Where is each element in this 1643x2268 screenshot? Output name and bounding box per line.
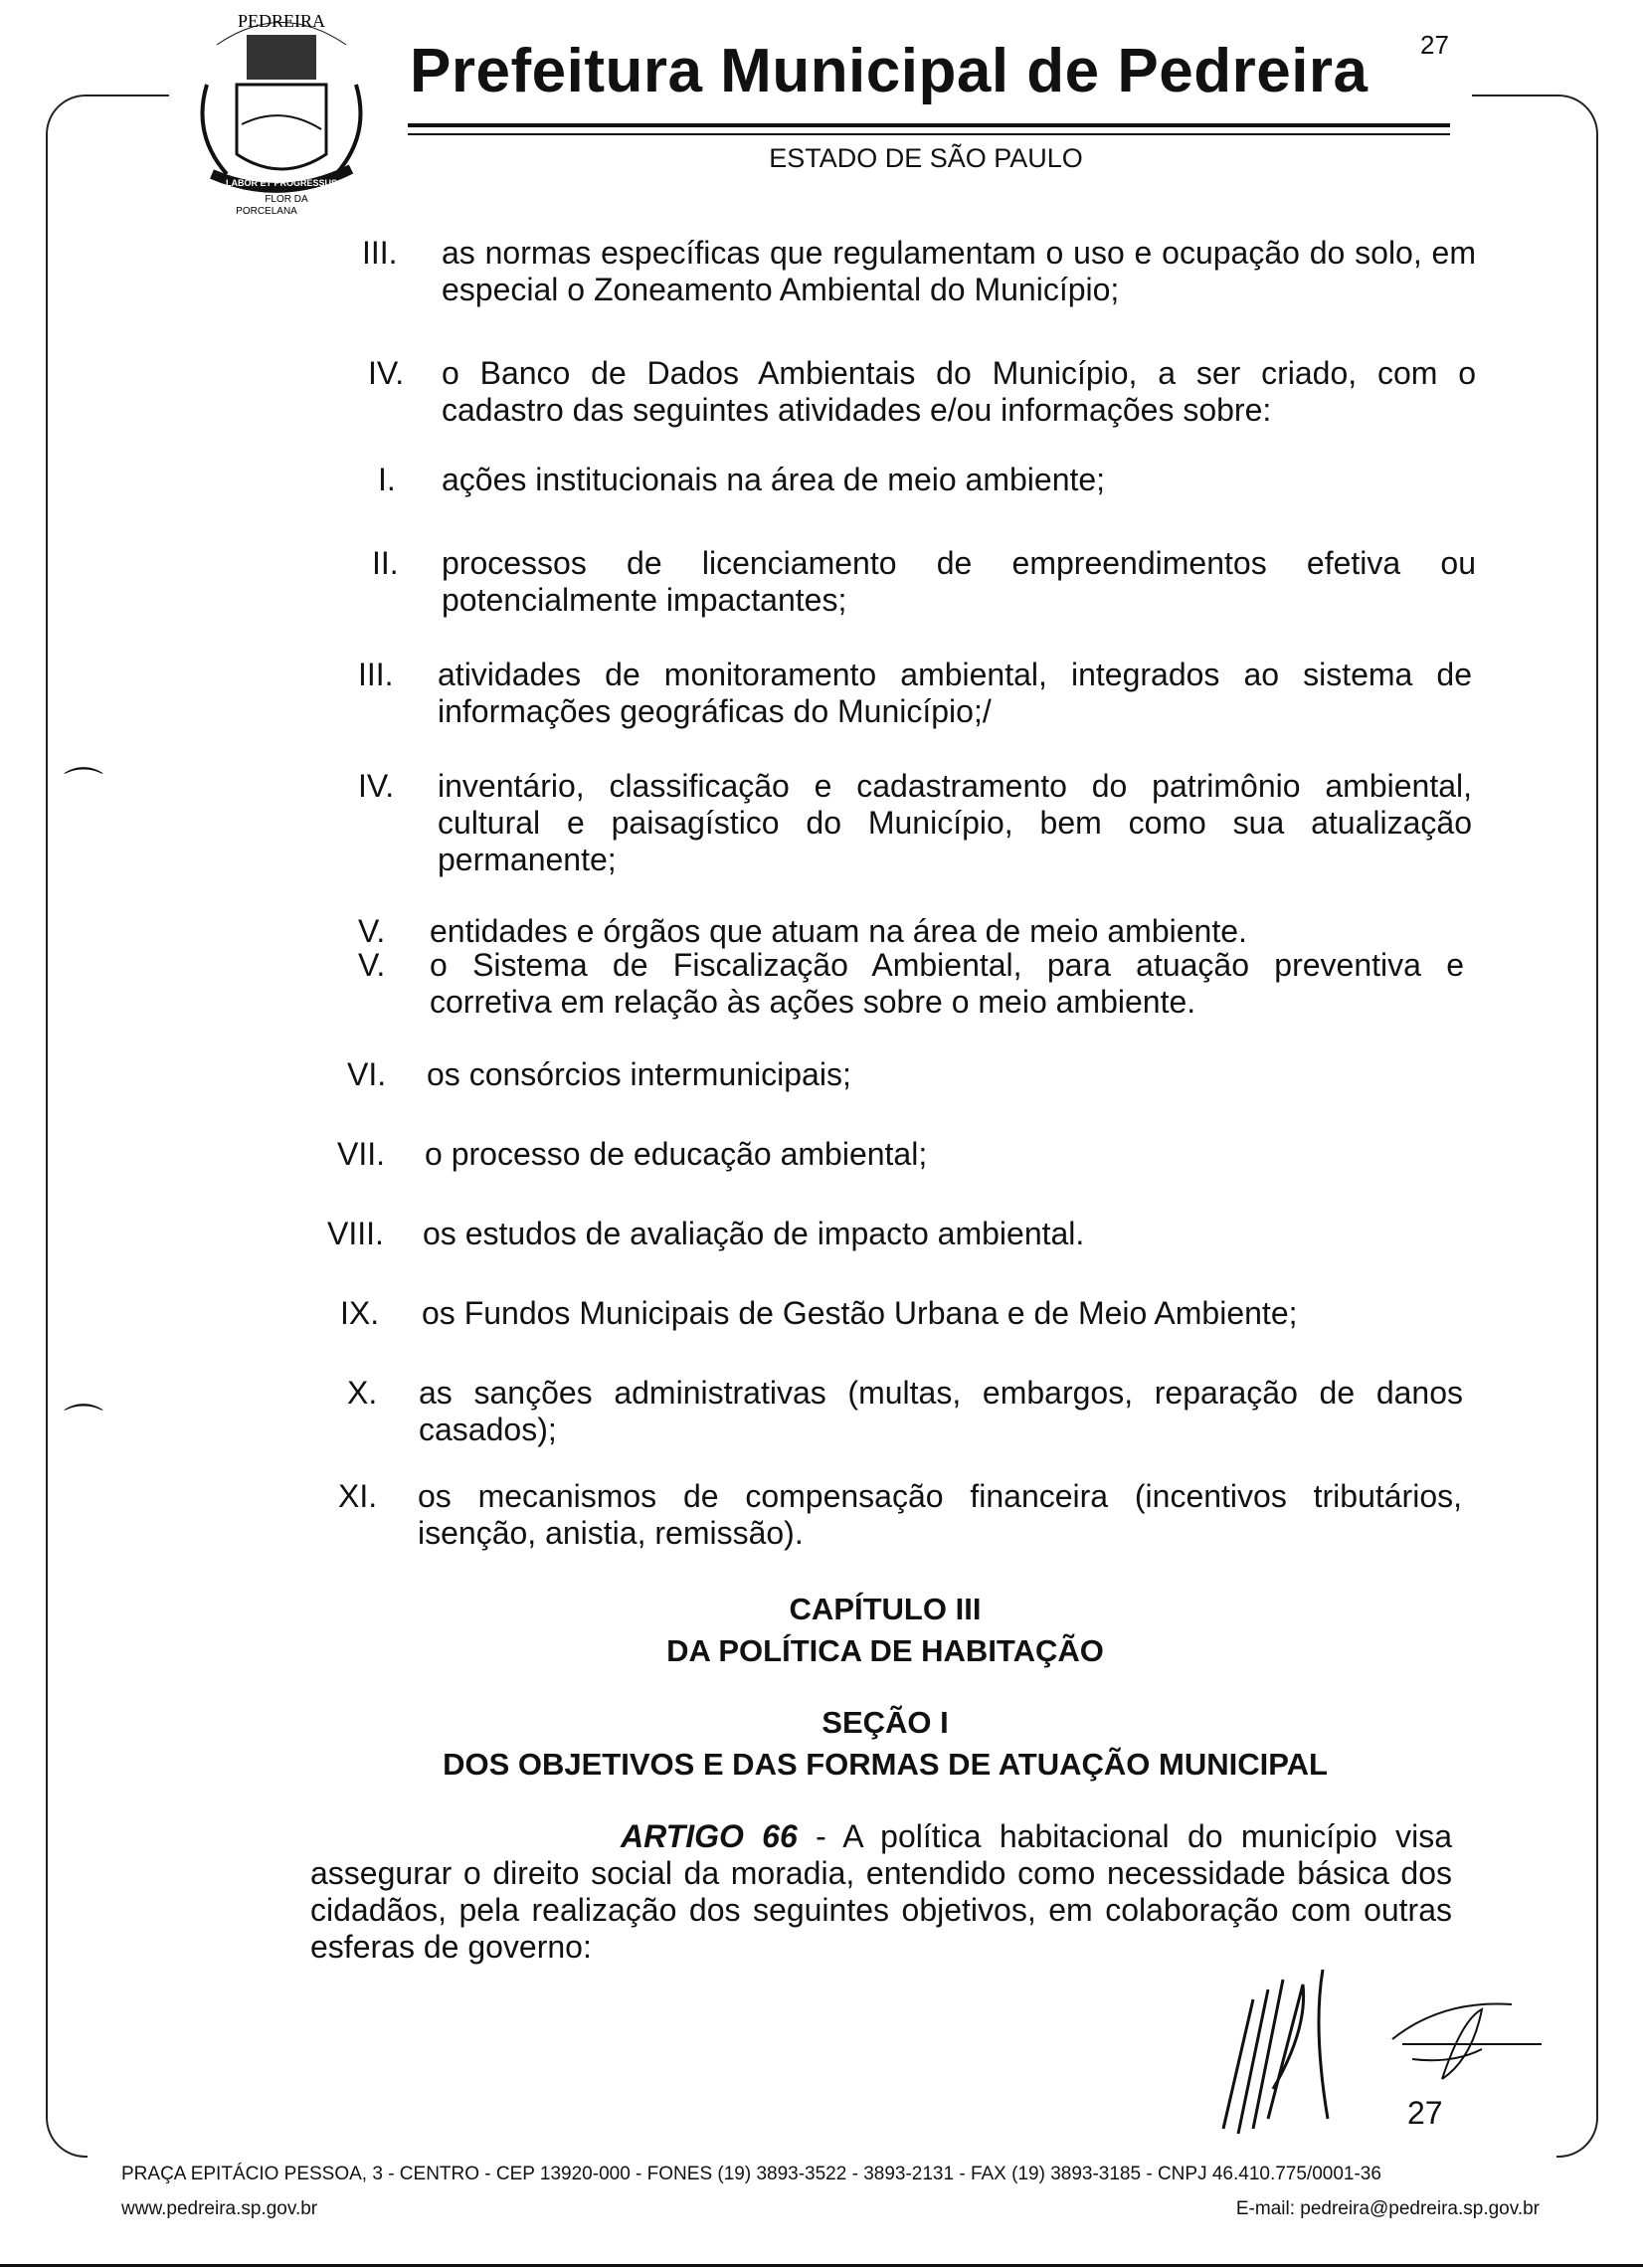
- state-subtitle: ESTADO DE SÃO PAULO: [769, 143, 1083, 173]
- section-title: DOS OBJETIVOS E DAS FORMAS DE ATUAÇÃO MUNICIPAL: [443, 1747, 1328, 1782]
- page-number-superscript: 27: [1420, 30, 1449, 60]
- bottom-edge-line: [0, 2264, 1643, 2267]
- item-number: XI.: [338, 1478, 378, 1514]
- item-text: entidades e órgãos que atuam na área de meio ambiente.: [430, 913, 1247, 949]
- margin-mark: ⌒: [64, 766, 103, 810]
- chapter-title: DA POLÍTICA DE HABITAÇÃO: [666, 1633, 1104, 1668]
- chapter-heading: CAPÍTULO III: [789, 1592, 982, 1626]
- item-text: ações institucionais na área de meio ambiente;: [442, 462, 1106, 497]
- item-number: VII.: [337, 1136, 386, 1172]
- item-number: VI.: [347, 1056, 387, 1092]
- municipal-crest-logo: [187, 5, 376, 214]
- item-number: I.: [378, 462, 396, 497]
- page-number: 27: [1407, 2095, 1443, 2131]
- handwritten-signature: [1213, 1970, 1591, 2139]
- page-frame-left: [46, 94, 88, 2158]
- item-text: os mecanismos de compensação financeira (incentivos tributários, isenção, anistia, remissão).: [418, 1478, 1462, 1551]
- svg-text:FLOR DA: FLOR DA: [265, 194, 308, 205]
- svg-text:PORCELANA: PORCELANA: [236, 206, 297, 214]
- footer-address: PRAÇA EPITÁCIO PESSOA, 3 - CENTRO - CEP 13920-000 - FONES (19) 3893-3522 - 3893-2131 - FAX (19) 3893-3185 - CNPJ 46.410.775/0001-36: [121, 2164, 1381, 2184]
- item-number: X.: [347, 1375, 378, 1411]
- item-text: as sanções administrativas (multas, embargos, reparação de danos casados);: [419, 1375, 1463, 1447]
- item-text: o processo de educação ambiental;: [425, 1136, 928, 1172]
- item-text: o Banco de Dados Ambientais do Município, a ser criado, com o cadastro das seguintes atividades e/ou informações sobre:: [442, 355, 1476, 428]
- section-heading: SEÇÃO I: [822, 1705, 949, 1740]
- item-number: IX.: [340, 1295, 380, 1331]
- svg-text:LABOR ET PROGRESSUS: LABOR ET PROGRESSUS: [225, 178, 338, 188]
- item-number: IV.: [358, 768, 395, 804]
- article-paragraph: [310, 1818, 1452, 1966]
- article-label: ARTIGO 66: [621, 1818, 798, 1854]
- item-number: V.: [358, 947, 386, 983]
- item-number: IV.: [368, 355, 405, 391]
- margin-mark: ⌒: [64, 1403, 103, 1446]
- item-number: III.: [362, 235, 398, 271]
- item-text: atividades de monitoramento ambiental, integrados ao sistema de informações geográficas do Município;/: [438, 657, 1472, 729]
- footer-email[interactable]: E-mail: pedreira@pedreira.sp.gov.br: [1235, 2198, 1540, 2219]
- svg-text:PEDREIRA: PEDREIRA: [237, 11, 326, 31]
- page-frame-right: [1556, 94, 1598, 2158]
- item-text: inventário, classificação e cadastramento do patrimônio ambiental, cultural e paisagístico do Município, bem como sua atualização permanente;: [438, 768, 1472, 877]
- frame-top-left: [86, 94, 169, 96]
- item-number: II.: [372, 545, 399, 581]
- footer-website[interactable]: www.pedreira.sp.gov.br: [121, 2198, 318, 2219]
- article-text: - A política habitacional do município visa assegurar o direito social da moradia, entendido como necessidade básica dos cidadãos, pela realização dos seguintes objetivos, em colaboração com outras esferas de governo:: [310, 1818, 1453, 1965]
- item-number: V.: [358, 913, 386, 949]
- item-text: os consórcios intermunicipais;: [427, 1056, 851, 1092]
- item-number: VIII.: [327, 1216, 384, 1251]
- page-title: Prefeitura Municipal de Pedreira: [410, 37, 1369, 105]
- item-text: processos de licenciamento de empreendimentos efetiva ou potencialmente impactantes;: [442, 545, 1476, 618]
- item-text: os Fundos Municipais de Gestão Urbana e de Meio Ambiente;: [422, 1295, 1298, 1331]
- title-rule: [408, 123, 1450, 127]
- frame-top-right: [1472, 94, 1557, 96]
- item-text: as normas específicas que regulamentam o uso e ocupação do solo, em especial o Zoneamento Ambiental do Município;: [442, 235, 1476, 307]
- item-number: III.: [358, 657, 394, 692]
- item-text: o Sistema de Fiscalização Ambiental, para atuação preventiva e corretiva em relação às ações sobre o meio ambiente.: [430, 947, 1464, 1020]
- item-text: os estudos de avaliação de impacto ambiental.: [423, 1216, 1085, 1251]
- title-rule-thin: [408, 133, 1450, 135]
